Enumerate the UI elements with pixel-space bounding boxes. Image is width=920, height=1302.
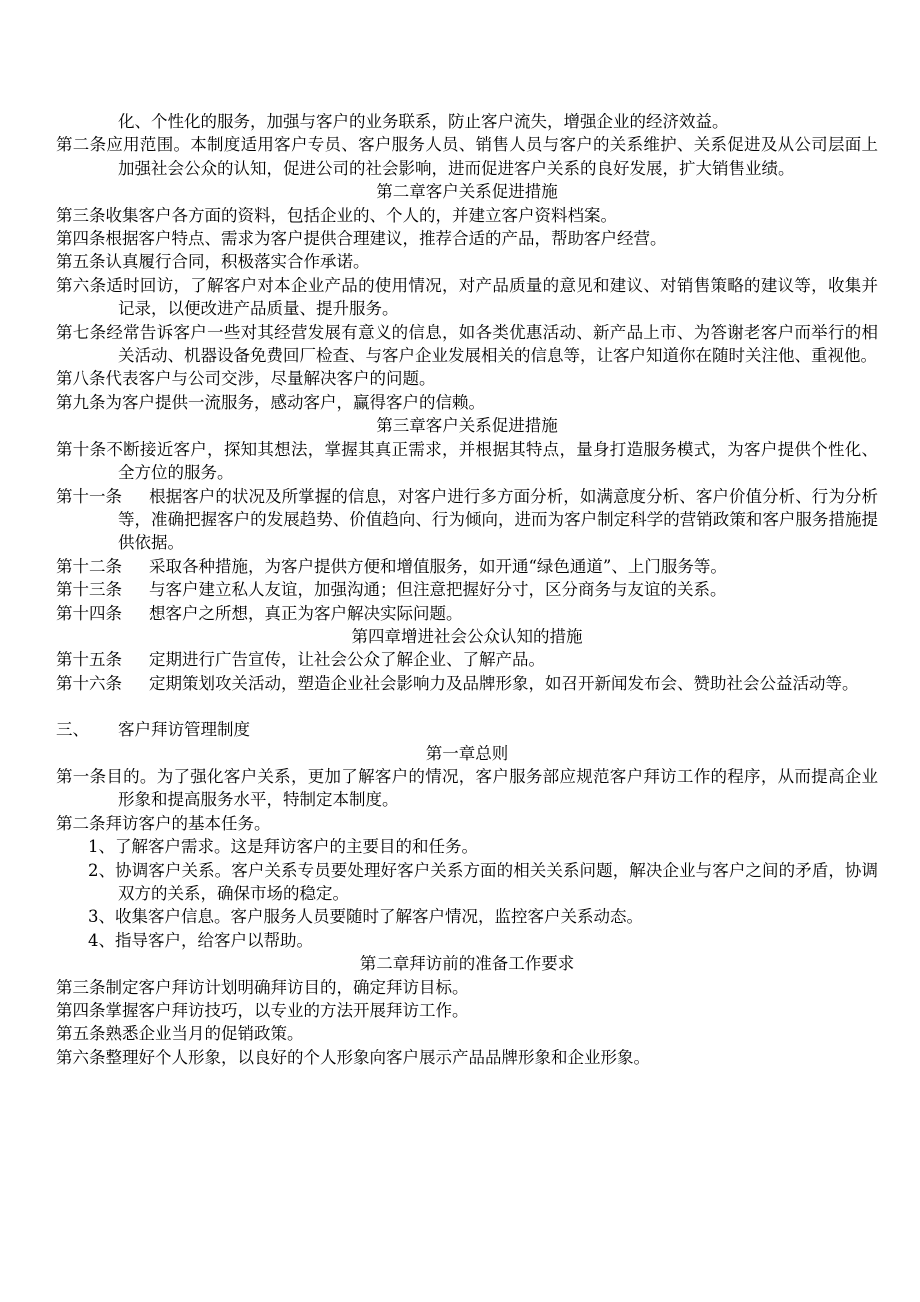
article-text: 认真履行合同，积极落实合作承诺。 xyxy=(105,252,370,272)
section-3-heading xyxy=(56,718,878,741)
item-number: 4、 xyxy=(88,930,115,950)
visit-article-5 xyxy=(56,1022,878,1045)
article-text: 熟悉企业当月的促销政策。 xyxy=(105,1024,304,1044)
chapter-2-title: 第二章客户关系促进措施 xyxy=(376,182,558,202)
article-number: 第十五条 xyxy=(56,650,122,670)
article-number: 第九条 xyxy=(56,392,106,412)
article-text: 收集客户各方面的资料，包括企业的、个人的，并建立客户资料档案。 xyxy=(105,205,617,225)
article-text: 拜访客户的基本任务。 xyxy=(105,813,271,833)
article-number: 第二条 xyxy=(56,813,106,833)
visit-chapter-1-title: 第一章总则 xyxy=(425,743,509,763)
article-8 xyxy=(56,367,878,390)
article-text: 采取各种措施，为客户提供方便和增值服务，如开通“绿色通道”、上门服务等。 xyxy=(149,556,727,576)
article-text: 根据客户特点、需求为客户提供合理建议，推荐合适的产品，帮助客户经营。 xyxy=(105,229,667,249)
article-text: 为客户提供一流服务，感动客户，赢得客户的信赖。 xyxy=(105,392,485,412)
chapter-4-title: 第四章增进社会公众认知的措施 xyxy=(351,626,583,646)
article-number: 第二条 xyxy=(56,135,107,155)
article-5 xyxy=(56,250,878,273)
article-text: 经常告诉客户一些对其经营发展有意义的信息，如各类优惠活动、新产品上市、为答谢老客户而举行的相关活动、机器设备免费回厂检查、与客户企业发展相关的信息等，让客户知道你在随时关注他、重视他。 xyxy=(106,322,878,366)
article-text: 适时回访，了解客户对本企业产品的使用情况，对产品质量的意见和建议、对销售策略的建议等，收集并记录，以便改进产品质量、提升服务。 xyxy=(106,275,878,319)
item-text: 指导客户，给客户以帮助。 xyxy=(115,930,313,950)
item-text: 了解客户需求。这是拜访客户的主要目的和任务。 xyxy=(115,837,478,857)
visit-article-6 xyxy=(56,1046,878,1069)
article-number: 第七条 xyxy=(56,322,107,342)
intro-continuation: 化、个性化的服务，加强与客户的业务联系，防止客户流失，增强企业的经济效益。 xyxy=(118,112,729,131)
chapter-3-title: 第三章客户关系促进措施 xyxy=(376,416,558,436)
article-text: 掌握客户拜访技巧，以专业的方法开展拜访工作。 xyxy=(105,1001,469,1021)
article-text: 目的。为了强化客户关系，更加了解客户的情况，客户服务部应规范客户拜访工作的程序，从而提高企业形象和提高服务水平，特制定本制度。 xyxy=(106,766,878,810)
article-number: 第八条 xyxy=(56,369,106,389)
article-15 xyxy=(56,648,878,671)
article-9 xyxy=(56,391,878,414)
article-10 xyxy=(56,438,878,485)
article-number: 第十一条 xyxy=(56,486,122,506)
article-number: 第一条 xyxy=(56,766,107,786)
article-text: 整理好个人形象，以良好的个人形象向客户展示产品品牌形象和企业形象。 xyxy=(105,1047,650,1067)
article-11 xyxy=(56,485,878,555)
task-item-4 xyxy=(56,929,878,952)
article-number: 第三条 xyxy=(56,205,106,225)
article-number: 第四条 xyxy=(56,229,106,249)
task-item-1 xyxy=(56,835,878,858)
task-item-2 xyxy=(56,859,878,906)
article-text: 制定客户拜访计划明确拜访目的，确定拜访目标。 xyxy=(105,977,469,997)
article-number: 第六条 xyxy=(56,1047,106,1067)
article-2 xyxy=(56,133,878,180)
document-body xyxy=(56,110,878,1069)
article-4 xyxy=(56,227,878,250)
visit-article-1 xyxy=(56,765,878,812)
article-7 xyxy=(56,321,878,368)
article-text: 与客户建立私人友谊，加强沟通；但注意把握好分寸，区分商务与友谊的关系。 xyxy=(149,580,727,600)
article-number: 第十条 xyxy=(56,439,107,459)
article-3 xyxy=(56,204,878,227)
task-item-3 xyxy=(56,905,878,928)
article-text: 想客户之所想，真正为客户解决实际问题。 xyxy=(149,603,463,623)
section-title: 客户拜访管理制度 xyxy=(118,720,250,740)
article-number: 第十三条 xyxy=(56,580,122,600)
article-number: 第四条 xyxy=(56,1001,106,1021)
article-12 xyxy=(56,555,878,578)
section-number: 三、 xyxy=(56,720,89,740)
item-text: 收集客户信息。客户服务人员要随时了解客户情况，监控客户关系动态。 xyxy=(115,907,643,927)
article-number: 第十四条 xyxy=(56,603,122,623)
article-text: 不断接近客户，探知其想法，掌握其真正需求，并根据其特点，量身打造服务模式，为客户提供个性化、全方位的服务。 xyxy=(106,439,878,483)
article-number: 第五条 xyxy=(56,1024,106,1044)
article-number: 第十六条 xyxy=(56,673,122,693)
item-number: 2、 xyxy=(88,860,116,880)
article-text: 应用范围。本制度适用客户专员、客户服务人员、销售人员与客户的关系维护、关系促进及从公司层面上加强社会公众的认知，促进公司的社会影响，进而促进客户关系的良好发展，扩大销售业绩。 xyxy=(106,135,878,178)
article-16 xyxy=(56,672,878,695)
item-number: 1、 xyxy=(88,837,115,857)
article-text: 定期策划攻关活动，塑造企业社会影响力及品牌形象，如召开新闻发布会、赞助社会公益活动等。 xyxy=(149,673,859,693)
article-text: 代表客户与公司交涉，尽量解决客户的问题。 xyxy=(105,369,436,389)
visit-article-2 xyxy=(56,812,878,835)
article-14 xyxy=(56,602,878,625)
visit-article-3 xyxy=(56,976,878,999)
article-number: 第十二条 xyxy=(56,556,122,576)
visit-article-4 xyxy=(56,999,878,1022)
item-text: 协调客户关系。客户关系专员要处理好客户关系方面的相关关系问题，解决企业与客户之间的矛盾，协调双方的关系，确保市场的稳定。 xyxy=(115,860,879,903)
article-number: 第六条 xyxy=(56,275,107,295)
article-6 xyxy=(56,274,878,321)
article-text: 根据客户的状况及所掌握的信息，对客户进行多方面分析，如满意度分析、客户价值分析、行为分析等，准确把握客户的发展趋势、价值趋向、行为倾向，进而为客户制定科学的营销政策和客户服务措施提供依据。 xyxy=(118,486,878,553)
article-text: 定期进行广告宣传，让社会公众了解企业、了解产品。 xyxy=(149,650,545,670)
article-13 xyxy=(56,578,878,601)
article-number: 第五条 xyxy=(56,252,106,272)
item-number: 3、 xyxy=(88,907,115,927)
visit-chapter-2-title: 第二章拜访前的准备工作要求 xyxy=(359,954,575,974)
article-number: 第三条 xyxy=(56,977,106,997)
